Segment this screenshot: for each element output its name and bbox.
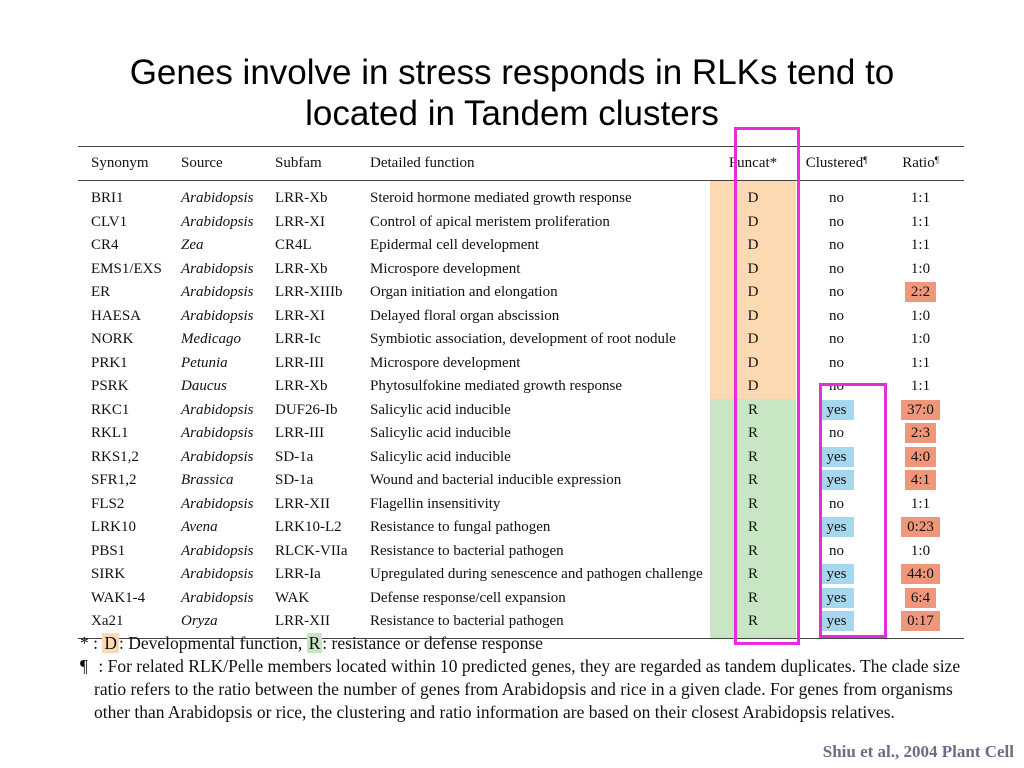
cell-synonym-value: SIRK bbox=[91, 566, 126, 583]
cell-subfam bbox=[262, 469, 357, 493]
cell-function-value: Salicylic acid inducible bbox=[370, 448, 511, 465]
cell-function-value: Microspore development bbox=[370, 354, 521, 371]
cell-clustered bbox=[796, 328, 877, 352]
header-subfam: Subfam bbox=[275, 155, 322, 171]
cell-synonym bbox=[78, 328, 168, 352]
table-row bbox=[78, 281, 964, 305]
cell-ratio-value: 1:1 bbox=[910, 190, 931, 207]
cell-function-value: Salicylic acid inducible bbox=[370, 401, 511, 418]
cell-source bbox=[168, 234, 262, 258]
cell-clustered-value: yes bbox=[820, 400, 854, 420]
cell-source bbox=[168, 375, 262, 399]
cell-ratio bbox=[877, 211, 964, 235]
cell-function-value: Phytosulfokine mediated growth response bbox=[370, 378, 623, 395]
cell-source-value: Arabidopsis bbox=[181, 589, 254, 606]
cell-funcat-value: D bbox=[747, 213, 759, 230]
cell-source-value: Arabidopsis bbox=[181, 495, 254, 512]
cell-source-value: Arabidopsis bbox=[181, 213, 254, 230]
footnote-r-desc: : resistance or defense response bbox=[322, 633, 543, 653]
cell-clustered-value: no bbox=[829, 331, 844, 348]
cell-funcat-value: R bbox=[747, 566, 758, 583]
cell-subfam-value: LRR-XIIIb bbox=[275, 284, 343, 301]
cell-function-value: Resistance to fungal pathogen bbox=[370, 519, 551, 536]
cell-ratio bbox=[877, 328, 964, 352]
cell-ratio bbox=[877, 422, 964, 446]
cell-function-value: Resistance to bacterial pathogen bbox=[370, 542, 564, 559]
cell-source bbox=[168, 469, 262, 493]
cell-clustered-value: no bbox=[829, 542, 844, 559]
cell-clustered-value: yes bbox=[820, 517, 854, 537]
table-row bbox=[78, 181, 964, 211]
footnote-d-desc: : Developmental function, bbox=[119, 633, 307, 653]
cell-source-value: Zea bbox=[181, 237, 204, 254]
cell-source-value: Arabidopsis bbox=[181, 190, 254, 207]
cell-clustered-value: no bbox=[829, 425, 844, 442]
cell-ratio bbox=[877, 540, 964, 564]
cell-synonym bbox=[78, 234, 168, 258]
cell-ratio bbox=[877, 234, 964, 258]
cell-source bbox=[168, 446, 262, 470]
cell-subfam bbox=[262, 258, 357, 282]
cell-source bbox=[168, 563, 262, 587]
table-footnotes bbox=[80, 632, 970, 724]
cell-synonym bbox=[78, 469, 168, 493]
cell-function-value: Control of apical meristem proliferation bbox=[370, 213, 610, 230]
cell-ratio-value: 1:0 bbox=[910, 307, 931, 324]
cell-clustered-value: no bbox=[829, 213, 844, 230]
cell-function-value: Steroid hormone mediated growth response bbox=[370, 190, 632, 207]
cell-subfam-value: DUF26-Ib bbox=[275, 401, 338, 418]
cell-ratio-value: 4:0 bbox=[905, 447, 936, 467]
cell-funcat-value: R bbox=[747, 542, 758, 559]
cell-clustered-value: no bbox=[829, 354, 844, 371]
cell-function bbox=[357, 234, 710, 258]
cell-function bbox=[357, 181, 710, 211]
header-clustered-footnote: ¶ bbox=[863, 155, 868, 165]
cell-funcat-value: R bbox=[747, 495, 758, 512]
clustered-highlight-box bbox=[819, 383, 887, 638]
cell-ratio bbox=[877, 375, 964, 399]
cell-function-value: Salicylic acid inducible bbox=[370, 425, 511, 442]
cell-source-value: Arabidopsis bbox=[181, 260, 254, 277]
cell-subfam bbox=[262, 375, 357, 399]
cell-clustered bbox=[796, 352, 877, 376]
cell-function bbox=[357, 493, 710, 517]
cell-source bbox=[168, 540, 262, 564]
cell-ratio-value: 2:3 bbox=[905, 423, 936, 443]
cell-synonym-value: RKL1 bbox=[91, 425, 129, 442]
slide-title bbox=[0, 52, 1024, 134]
cell-ratio-value: 37:0 bbox=[901, 400, 940, 420]
cell-ratio-value: 0:17 bbox=[901, 611, 940, 631]
cell-clustered-value: no bbox=[829, 284, 844, 301]
footnote-colon: : bbox=[88, 633, 103, 653]
cell-function bbox=[357, 446, 710, 470]
table-row bbox=[78, 305, 964, 329]
cell-source-value: Arabidopsis bbox=[181, 448, 254, 465]
cell-synonym-value: PBS1 bbox=[91, 542, 126, 559]
cell-funcat-value: D bbox=[747, 237, 759, 254]
cell-ratio bbox=[877, 587, 964, 611]
header-clustered-label: Clustered bbox=[805, 155, 864, 171]
cell-clustered-value: yes bbox=[820, 447, 854, 467]
header-synonym: Synonym bbox=[91, 155, 149, 171]
cell-source-value: Medicago bbox=[181, 331, 241, 348]
cell-ratio-value: 1:0 bbox=[910, 260, 931, 277]
cell-source bbox=[168, 258, 262, 282]
cell-synonym-value: BRI1 bbox=[91, 190, 124, 207]
cell-synonym-value: PSRK bbox=[91, 378, 129, 395]
cell-funcat-value: D bbox=[747, 354, 759, 371]
cell-clustered-value: no bbox=[829, 307, 844, 324]
footnote-pilcrow-mark: ¶ bbox=[80, 656, 88, 676]
cell-source-value: Arabidopsis bbox=[181, 566, 254, 583]
cell-synonym bbox=[78, 375, 168, 399]
cell-source-value: Oryza bbox=[181, 613, 218, 630]
cell-synonym-value: FLS2 bbox=[91, 495, 125, 512]
citation: Shiu et al., 2004 Plant Cell bbox=[822, 742, 1014, 761]
cell-synonym bbox=[78, 516, 168, 540]
cell-clustered-value: yes bbox=[820, 588, 854, 608]
cell-source-value: Brassica bbox=[181, 472, 234, 489]
cell-synonym-value: NORK bbox=[91, 331, 134, 348]
cell-clustered-value: yes bbox=[820, 611, 854, 631]
cell-source bbox=[168, 399, 262, 423]
cell-synonym bbox=[78, 181, 168, 211]
cell-subfam-value: LRR-Xb bbox=[275, 190, 328, 207]
cell-clustered-value: yes bbox=[820, 470, 854, 490]
cell-clustered bbox=[796, 181, 877, 211]
cell-function bbox=[357, 375, 710, 399]
cell-subfam bbox=[262, 563, 357, 587]
footnote-clustering bbox=[80, 655, 970, 724]
cell-subfam-value: WAK bbox=[275, 589, 310, 606]
cell-subfam bbox=[262, 446, 357, 470]
cell-function bbox=[357, 399, 710, 423]
cell-clustered bbox=[796, 281, 877, 305]
cell-funcat-value: R bbox=[747, 613, 758, 630]
cell-subfam bbox=[262, 305, 357, 329]
cell-synonym bbox=[78, 422, 168, 446]
header-clustered bbox=[796, 147, 877, 181]
cell-clustered bbox=[796, 258, 877, 282]
cell-source-value: Arabidopsis bbox=[181, 542, 254, 559]
cell-clustered-value: no bbox=[829, 378, 844, 395]
cell-function-value: Organ initiation and elongation bbox=[370, 284, 558, 301]
footnote-mark: * bbox=[80, 633, 89, 653]
cell-ratio-value: 1:1 bbox=[910, 354, 931, 371]
cell-funcat-value: R bbox=[747, 448, 758, 465]
cell-function bbox=[357, 352, 710, 376]
cell-funcat-value: R bbox=[747, 589, 758, 606]
cell-function bbox=[357, 281, 710, 305]
cell-ratio bbox=[877, 181, 964, 211]
cell-funcat-value: R bbox=[747, 425, 758, 442]
header-function: Detailed function bbox=[370, 155, 475, 171]
footnote-clustering-text: : For related RLK/Pelle members located within 10 predicted genes, they are regarded as tandem duplicates. The clade size ratio refers to the ratio between the number of genes from Arabidopsis and rice in a given clade. For genes from organisms other than Arabidopsis or rice, the clustering and ratio information are based on their closest Arabidopsis relatives. bbox=[94, 656, 965, 722]
cell-subfam-value: SD-1a bbox=[275, 472, 314, 489]
funcat-highlight-box bbox=[734, 127, 800, 645]
table-row bbox=[78, 328, 964, 352]
cell-ratio bbox=[877, 493, 964, 517]
cell-function bbox=[357, 328, 710, 352]
cell-funcat-value: D bbox=[747, 260, 759, 277]
cell-subfam bbox=[262, 211, 357, 235]
header-ratio bbox=[877, 147, 964, 181]
cell-subfam-value: CR4L bbox=[275, 237, 312, 254]
cell-clustered-value: no bbox=[829, 237, 844, 254]
cell-source-value: Arabidopsis bbox=[181, 401, 254, 418]
cell-ratio bbox=[877, 563, 964, 587]
cell-clustered-value: yes bbox=[820, 564, 854, 584]
cell-subfam bbox=[262, 328, 357, 352]
cell-function-value: Wound and bacterial inducible expression bbox=[370, 472, 622, 489]
cell-ratio bbox=[877, 516, 964, 540]
cell-synonym-value: SFR1,2 bbox=[91, 472, 137, 489]
cell-source-value: Petunia bbox=[181, 354, 228, 371]
cell-function bbox=[357, 540, 710, 564]
table-row bbox=[78, 234, 964, 258]
cell-funcat-value: R bbox=[747, 519, 758, 536]
cell-synonym bbox=[78, 211, 168, 235]
cell-synonym-value: EMS1/EXS bbox=[91, 260, 162, 277]
table-row bbox=[78, 211, 964, 235]
cell-subfam bbox=[262, 181, 357, 211]
cell-function bbox=[357, 211, 710, 235]
cell-subfam bbox=[262, 281, 357, 305]
cell-source bbox=[168, 328, 262, 352]
cell-subfam bbox=[262, 516, 357, 540]
cell-source bbox=[168, 352, 262, 376]
cell-ratio bbox=[877, 281, 964, 305]
cell-ratio-value: 2:2 bbox=[905, 282, 936, 302]
cell-synonym-value: LRK10 bbox=[91, 519, 136, 536]
cell-subfam-value: LRK10-L2 bbox=[275, 519, 342, 536]
cell-function-value: Upregulated during senescence and pathogen challenge bbox=[370, 566, 703, 583]
cell-clustered-value: no bbox=[829, 495, 844, 512]
cell-source bbox=[168, 516, 262, 540]
cell-subfam-value: SD-1a bbox=[275, 448, 314, 465]
cell-subfam-value: RLCK-VIIa bbox=[275, 542, 348, 559]
cell-ratio-value: 44:0 bbox=[901, 564, 940, 584]
cell-funcat-value: D bbox=[747, 284, 759, 301]
cell-function bbox=[357, 563, 710, 587]
footnote-funcat-text bbox=[102, 632, 543, 655]
cell-ratio bbox=[877, 446, 964, 470]
cell-source bbox=[168, 493, 262, 517]
cell-synonym-value: WAK1-4 bbox=[91, 589, 146, 606]
cell-ratio bbox=[877, 352, 964, 376]
cell-function-value: Flagellin insensitivity bbox=[370, 495, 501, 512]
cell-synonym bbox=[78, 305, 168, 329]
cell-function bbox=[357, 469, 710, 493]
cell-ratio-value: 6:4 bbox=[905, 588, 936, 608]
cell-source-value: Arabidopsis bbox=[181, 307, 254, 324]
title-line-2: located in Tandem clusters bbox=[305, 94, 719, 133]
cell-funcat-value: R bbox=[747, 472, 758, 489]
cell-synonym-value: ER bbox=[91, 284, 111, 301]
cell-synonym-value: RKS1,2 bbox=[91, 448, 139, 465]
cell-synonym-value: RKC1 bbox=[91, 401, 130, 418]
cell-funcat-value: D bbox=[747, 378, 759, 395]
cell-clustered bbox=[796, 234, 877, 258]
cell-source bbox=[168, 281, 262, 305]
cell-source-value: Daucus bbox=[181, 378, 227, 395]
cell-synonym-value: Xa21 bbox=[91, 613, 124, 630]
cell-synonym bbox=[78, 352, 168, 376]
header-ratio-footnote: ¶ bbox=[934, 155, 939, 165]
cell-subfam-value: LRR-XII bbox=[275, 613, 330, 630]
cell-synonym-value: PRK1 bbox=[91, 354, 128, 371]
cell-synonym bbox=[78, 587, 168, 611]
cell-synonym bbox=[78, 563, 168, 587]
cell-subfam-value: LRR-Xb bbox=[275, 378, 328, 395]
cell-synonym bbox=[78, 540, 168, 564]
header-source: Source bbox=[181, 155, 223, 171]
table-row bbox=[78, 258, 964, 282]
cell-synonym-value: HAESA bbox=[91, 307, 142, 324]
cell-function-value: Defense response/cell expansion bbox=[370, 589, 566, 606]
cell-ratio-value: 1:1 bbox=[910, 237, 931, 254]
cell-subfam bbox=[262, 234, 357, 258]
cell-source-value: Arabidopsis bbox=[181, 284, 254, 301]
cell-synonym-value: CR4 bbox=[91, 237, 119, 254]
cell-subfam bbox=[262, 587, 357, 611]
cell-synonym bbox=[78, 258, 168, 282]
title-line-1: Genes involve in stress responds in RLKs tend to bbox=[129, 53, 895, 92]
cell-ratio-value: 4:1 bbox=[905, 470, 936, 490]
cell-function-value: Microspore development bbox=[370, 260, 521, 277]
cell-ratio bbox=[877, 399, 964, 423]
footnote-d-code: D bbox=[104, 633, 118, 653]
header-ratio-label: Ratio bbox=[902, 155, 935, 171]
cell-subfam-value: LRR-Xb bbox=[275, 260, 328, 277]
cell-function-value: Resistance to bacterial pathogen bbox=[370, 613, 564, 630]
cell-synonym bbox=[78, 493, 168, 517]
cell-function bbox=[357, 258, 710, 282]
cell-subfam bbox=[262, 540, 357, 564]
cell-subfam-value: LRR-Ic bbox=[275, 331, 321, 348]
cell-clustered-value: no bbox=[829, 190, 844, 207]
cell-ratio-value: 1:1 bbox=[910, 213, 931, 230]
cell-ratio-value: 1:0 bbox=[910, 542, 931, 559]
cell-subfam-value: LRR-III bbox=[275, 425, 325, 442]
cell-subfam bbox=[262, 352, 357, 376]
cell-source bbox=[168, 211, 262, 235]
cell-subfam-value: LRR-XI bbox=[275, 307, 325, 324]
cell-clustered bbox=[796, 305, 877, 329]
cell-ratio-value: 1:1 bbox=[910, 495, 931, 512]
cell-funcat-value: D bbox=[747, 331, 759, 348]
cell-source-value: Arabidopsis bbox=[181, 425, 254, 442]
cell-synonym-value: CLV1 bbox=[91, 213, 128, 230]
cell-source bbox=[168, 181, 262, 211]
cell-funcat-value: R bbox=[747, 401, 758, 418]
footnote-funcat bbox=[80, 632, 970, 655]
table-header-row bbox=[78, 147, 964, 181]
cell-ratio-value: 0:23 bbox=[901, 517, 940, 537]
cell-function bbox=[357, 422, 710, 446]
cell-ratio bbox=[877, 258, 964, 282]
cell-synonym bbox=[78, 446, 168, 470]
cell-clustered bbox=[796, 211, 877, 235]
cell-subfam-value: LRR-Ia bbox=[275, 566, 321, 583]
cell-ratio bbox=[877, 305, 964, 329]
cell-clustered-value: no bbox=[829, 260, 844, 277]
cell-subfam-value: LRR-III bbox=[275, 354, 325, 371]
cell-subfam bbox=[262, 493, 357, 517]
cell-source-value: Avena bbox=[181, 519, 218, 536]
cell-subfam-value: LRR-XI bbox=[275, 213, 325, 230]
cell-subfam bbox=[262, 422, 357, 446]
footnote-asterisk-mark bbox=[80, 632, 102, 655]
cell-synonym bbox=[78, 399, 168, 423]
header-funcat: Funcat* bbox=[728, 155, 778, 171]
cell-source bbox=[168, 305, 262, 329]
cell-function-value: Epidermal cell development bbox=[370, 237, 540, 254]
cell-source bbox=[168, 422, 262, 446]
table-row bbox=[78, 352, 964, 376]
footnote-r-code: R bbox=[308, 633, 321, 653]
cell-ratio-value: 1:0 bbox=[910, 331, 931, 348]
cell-ratio bbox=[877, 469, 964, 493]
cell-function-value: Symbiotic association, development of root nodule bbox=[370, 331, 676, 348]
cell-ratio-value: 1:1 bbox=[910, 378, 931, 395]
cell-source bbox=[168, 587, 262, 611]
cell-subfam-value: LRR-XII bbox=[275, 495, 330, 512]
cell-synonym bbox=[78, 281, 168, 305]
cell-function-value: Delayed floral organ abscission bbox=[370, 307, 560, 324]
cell-function bbox=[357, 587, 710, 611]
cell-subfam bbox=[262, 399, 357, 423]
cell-function bbox=[357, 516, 710, 540]
cell-funcat-value: D bbox=[747, 307, 759, 324]
cell-funcat-value: D bbox=[747, 190, 759, 207]
cell-function bbox=[357, 305, 710, 329]
